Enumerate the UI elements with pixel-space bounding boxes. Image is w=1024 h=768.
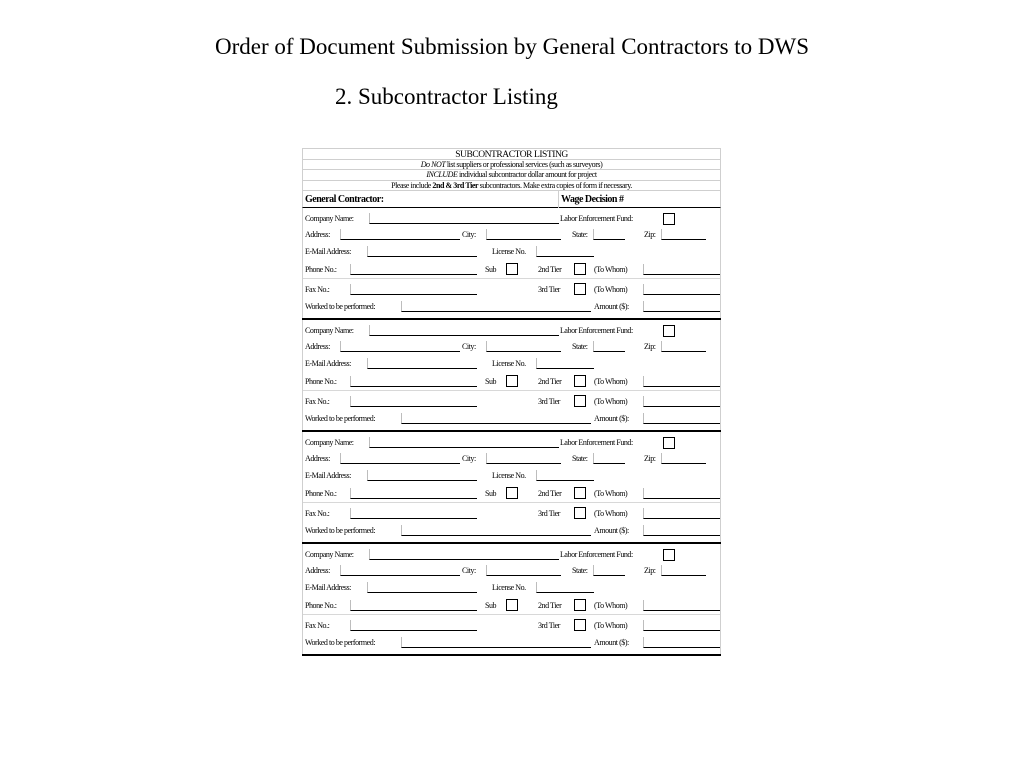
third-tier-label: 3rd Tier — [538, 396, 560, 406]
to-whom-label: (To Whom) — [594, 488, 628, 498]
sub-checkbox[interactable] — [506, 599, 518, 611]
state-label: State: — [572, 565, 588, 575]
state-label: State: — [572, 341, 588, 351]
state-label: State: — [572, 229, 588, 239]
labor-fund-label: Labor Enforcement Fund: — [560, 325, 633, 335]
amount-field[interactable] — [643, 637, 720, 648]
sub-label: Sub — [485, 600, 497, 610]
sub-checkbox[interactable] — [506, 263, 518, 275]
license-label: License No. — [492, 246, 526, 256]
to-whom-field[interactable] — [643, 620, 720, 631]
note-text: individual subcontractor dollar amount for project — [457, 170, 597, 180]
to-whom-field[interactable] — [643, 508, 720, 519]
address-field[interactable] — [340, 341, 460, 352]
zip-label: Zip: — [644, 565, 656, 575]
second-tier-checkbox[interactable] — [574, 487, 586, 499]
company-name-label: Company Name: — [305, 549, 354, 559]
to-whom-label: (To Whom) — [594, 284, 628, 294]
sub-label: Sub — [485, 488, 497, 498]
to-whom-label: (To Whom) — [594, 620, 628, 630]
work-label: Worked to be performed: — [305, 413, 376, 423]
license-label: License No. — [492, 470, 526, 480]
state-field[interactable] — [593, 229, 625, 240]
amount-label: Amount ($): — [594, 525, 629, 535]
labor-fund-checkbox[interactable] — [663, 213, 675, 225]
state-field[interactable] — [593, 453, 625, 464]
divider — [303, 502, 720, 503]
email-label: E-Mail Address: — [305, 358, 351, 368]
state-field[interactable] — [593, 341, 625, 352]
license-label: License No. — [492, 358, 526, 368]
to-whom-label: (To Whom) — [594, 396, 628, 406]
third-tier-label: 3rd Tier — [538, 620, 560, 630]
address-label: Address: — [305, 341, 330, 351]
to-whom-field[interactable] — [643, 600, 720, 611]
phone-label: Phone No.: — [305, 600, 337, 610]
subcontractor-block — [302, 544, 721, 654]
fax-label: Fax No.: — [305, 620, 330, 630]
third-tier-checkbox[interactable] — [574, 283, 586, 295]
general-contractor-label: General Contractor: — [305, 193, 384, 205]
email-field[interactable] — [367, 358, 477, 369]
company-name-label: Company Name: — [305, 325, 354, 335]
city-label: City: — [462, 453, 476, 463]
email-field[interactable] — [367, 246, 477, 257]
fax-field[interactable] — [350, 620, 477, 631]
subcontractor-block — [302, 432, 721, 542]
block-separator — [302, 654, 721, 656]
phone-field[interactable] — [350, 264, 477, 275]
phone-label: Phone No.: — [305, 488, 337, 498]
zip-label: Zip: — [644, 229, 656, 239]
third-tier-checkbox[interactable] — [574, 395, 586, 407]
note-text: subcontractors. Make extra copies of form if necessary. — [478, 180, 632, 190]
divider — [303, 614, 720, 615]
divider — [303, 278, 720, 279]
state-label: State: — [572, 453, 588, 463]
fax-field[interactable] — [350, 508, 477, 519]
address-label: Address: — [305, 453, 330, 463]
email-label: E-Mail Address: — [305, 470, 351, 480]
company-name-field[interactable] — [369, 549, 559, 560]
address-field[interactable] — [340, 229, 460, 240]
to-whom-label: (To Whom) — [594, 508, 628, 518]
phone-field[interactable] — [350, 376, 477, 387]
subcontractor-block — [302, 208, 721, 318]
sub-checkbox[interactable] — [506, 487, 518, 499]
to-whom-label: (To Whom) — [594, 264, 628, 274]
labor-fund-checkbox[interactable] — [663, 437, 675, 449]
fax-field[interactable] — [350, 396, 477, 407]
second-tier-label: 2nd Tier — [538, 488, 562, 498]
phone-label: Phone No.: — [305, 376, 337, 386]
fax-label: Fax No.: — [305, 396, 330, 406]
work-field[interactable] — [401, 525, 591, 536]
second-tier-checkbox[interactable] — [574, 263, 586, 275]
license-field[interactable] — [536, 582, 594, 593]
company-name-label: Company Name: — [305, 213, 354, 223]
subcontractor-block — [302, 320, 721, 430]
note-text: list suppliers or professional services (such as surveyors) — [445, 160, 603, 169]
email-label: E-Mail Address: — [305, 246, 351, 256]
slide-subtitle: 2. Subcontractor Listing — [335, 84, 558, 109]
sub-label: Sub — [485, 264, 497, 274]
general-contractor-row — [302, 191, 721, 208]
form-note-suppliers — [302, 160, 721, 170]
city-field[interactable] — [486, 341, 561, 352]
fax-label: Fax No.: — [305, 508, 330, 518]
subcontractor-blocks — [302, 208, 721, 656]
subcontractor-listing-form — [302, 148, 721, 656]
company-name-field[interactable] — [369, 437, 559, 448]
phone-field[interactable] — [350, 488, 477, 499]
license-field[interactable] — [536, 358, 594, 369]
labor-fund-checkbox[interactable] — [663, 325, 675, 337]
work-label: Worked to be performed: — [305, 525, 376, 535]
zip-field[interactable] — [661, 229, 706, 240]
note-emphasis: Do NOT — [420, 160, 446, 169]
work-label: Worked to be performed: — [305, 301, 376, 311]
amount-field[interactable] — [643, 525, 720, 536]
to-whom-field[interactable] — [643, 488, 720, 499]
labor-fund-checkbox[interactable] — [663, 549, 675, 561]
email-field[interactable] — [367, 582, 477, 593]
third-tier-label: 3rd Tier — [538, 508, 560, 518]
zip-field[interactable] — [661, 565, 706, 576]
amount-field[interactable] — [643, 413, 720, 424]
address-field[interactable] — [340, 453, 460, 464]
company-name-field[interactable] — [369, 325, 559, 336]
license-field[interactable] — [536, 470, 594, 481]
phone-label: Phone No.: — [305, 264, 337, 274]
amount-label: Amount ($): — [594, 637, 629, 647]
second-tier-checkbox[interactable] — [574, 375, 586, 387]
city-label: City: — [462, 341, 476, 351]
divider — [303, 390, 720, 391]
wage-decision-label: Wage Decision # — [561, 193, 624, 205]
amount-label: Amount ($): — [594, 413, 629, 423]
zip-field[interactable] — [661, 453, 706, 464]
work-field[interactable] — [401, 301, 591, 312]
note-text: Please include — [391, 180, 433, 190]
third-tier-label: 3rd Tier — [538, 284, 560, 294]
city-label: City: — [462, 565, 476, 575]
second-tier-label: 2nd Tier — [538, 376, 562, 386]
work-field[interactable] — [401, 413, 591, 424]
state-field[interactable] — [593, 565, 625, 576]
zip-field[interactable] — [661, 341, 706, 352]
amount-field[interactable] — [643, 301, 720, 312]
labor-fund-label: Labor Enforcement Fund: — [560, 549, 633, 559]
address-field[interactable] — [340, 565, 460, 576]
city-field[interactable] — [486, 229, 561, 240]
city-field[interactable] — [486, 565, 561, 576]
slide-title: Order of Document Submission by General Contractors to DWS — [214, 34, 810, 59]
to-whom-label: (To Whom) — [594, 600, 628, 610]
note-emphasis: INCLUDE — [426, 170, 458, 180]
form-note-tiers — [302, 181, 721, 191]
fax-field[interactable] — [350, 284, 477, 295]
city-field[interactable] — [486, 453, 561, 464]
to-whom-field[interactable] — [643, 264, 720, 275]
note-emphasis: 2nd & 3rd Tier — [432, 180, 479, 190]
address-label: Address: — [305, 229, 330, 239]
company-name-label: Company Name: — [305, 437, 354, 447]
work-field[interactable] — [401, 637, 591, 648]
second-tier-label: 2nd Tier — [538, 600, 562, 610]
zip-label: Zip: — [644, 453, 656, 463]
email-field[interactable] — [367, 470, 477, 481]
license-label: License No. — [492, 582, 526, 592]
divider — [558, 191, 559, 208]
form-heading: SUBCONTRACTOR LISTING — [302, 148, 721, 160]
company-name-field[interactable] — [369, 213, 559, 224]
phone-field[interactable] — [350, 600, 477, 611]
license-field[interactable] — [536, 246, 594, 257]
sub-label: Sub — [485, 376, 497, 386]
address-label: Address: — [305, 565, 330, 575]
to-whom-label: (To Whom) — [594, 376, 628, 386]
fax-label: Fax No.: — [305, 284, 330, 294]
second-tier-checkbox[interactable] — [574, 599, 586, 611]
to-whom-field[interactable] — [643, 284, 720, 295]
third-tier-checkbox[interactable] — [574, 507, 586, 519]
second-tier-label: 2nd Tier — [538, 264, 562, 274]
work-label: Worked to be performed: — [305, 637, 376, 647]
city-label: City: — [462, 229, 476, 239]
form-note-include — [302, 170, 721, 180]
sub-checkbox[interactable] — [506, 375, 518, 387]
labor-fund-label: Labor Enforcement Fund: — [560, 213, 633, 223]
amount-label: Amount ($): — [594, 301, 629, 311]
third-tier-checkbox[interactable] — [574, 619, 586, 631]
to-whom-field[interactable] — [643, 396, 720, 407]
email-label: E-Mail Address: — [305, 582, 351, 592]
zip-label: Zip: — [644, 341, 656, 351]
labor-fund-label: Labor Enforcement Fund: — [560, 437, 633, 447]
to-whom-field[interactable] — [643, 376, 720, 387]
